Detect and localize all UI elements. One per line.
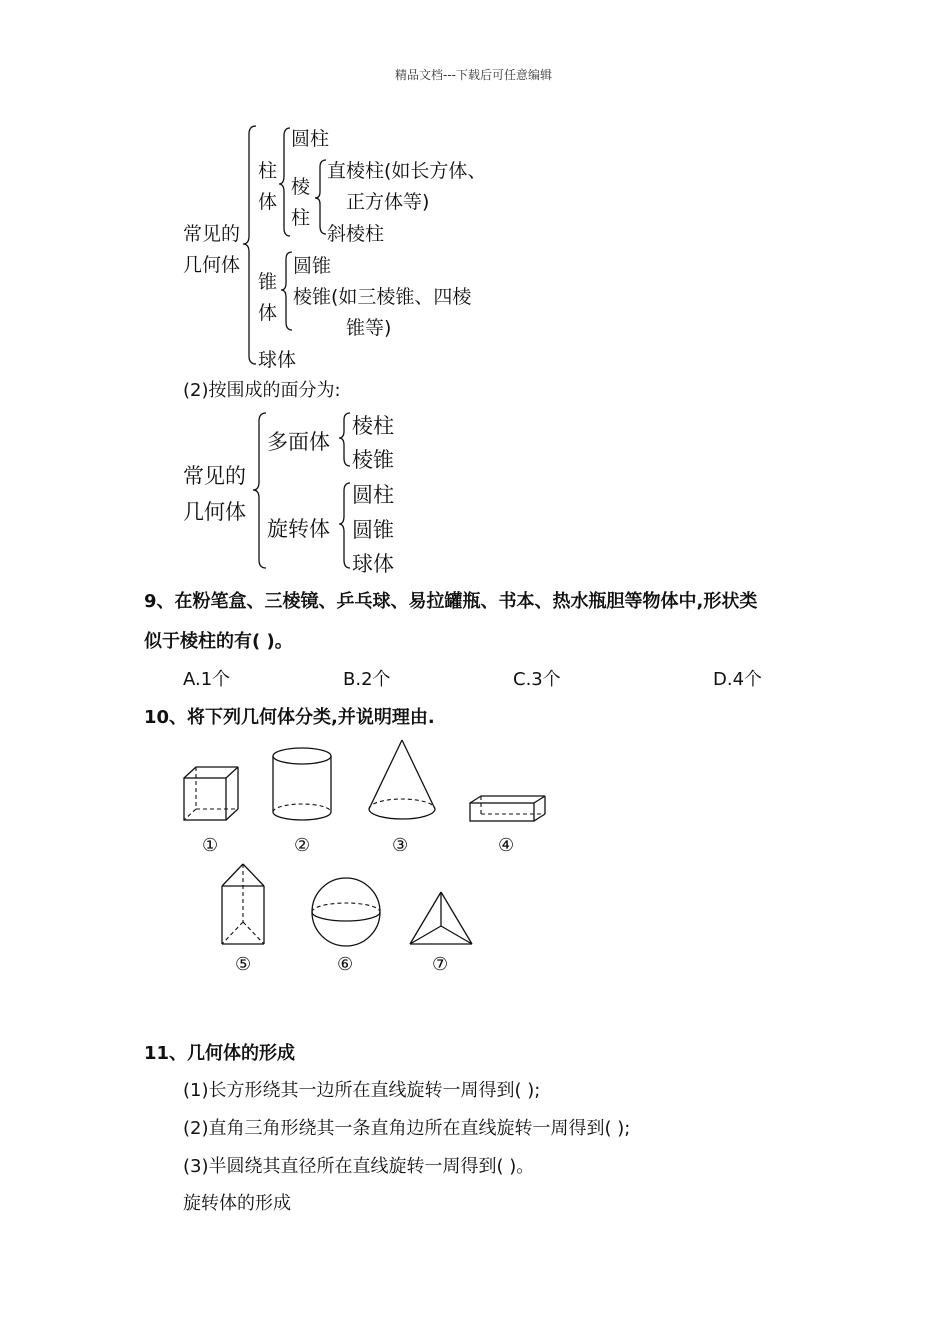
q9-option-d: D.4个 xyxy=(713,669,763,690)
solid-label-3: ③ xyxy=(392,835,409,856)
tree1-oblique-prism: 斜棱柱 xyxy=(327,223,385,245)
tree2-prism: 棱柱 xyxy=(352,414,394,438)
q11-title: 11、几何体的形成 xyxy=(144,1043,296,1064)
tree2-sphere: 球体 xyxy=(352,552,394,576)
solid-triangular-prism xyxy=(222,864,264,944)
tree2-pyramid: 棱锥 xyxy=(352,448,394,472)
tree1-prism-body-1: 柱 xyxy=(258,160,278,182)
tree1-root-line2: 几何体 xyxy=(183,254,241,276)
tree1-cone: 圆锥 xyxy=(293,255,332,277)
tree1-root-line1: 常见的 xyxy=(183,223,241,245)
solid-sphere xyxy=(312,878,380,946)
tree2-cone: 圆锥 xyxy=(352,518,394,542)
q9-line1: 9、在粉笔盒、三棱镜、乒乓球、易拉罐瓶、书本、热水瓶胆等物体中,形状类 xyxy=(144,591,758,612)
solid-cylinder xyxy=(273,748,331,820)
solid-label-5: ⑤ xyxy=(235,954,252,975)
solid-label-2: ② xyxy=(294,835,311,856)
subtitle-by-faces: (2)按围成的面分为: xyxy=(183,380,341,401)
solid-cube xyxy=(184,767,238,820)
tree1-prism-2: 柱 xyxy=(291,207,311,229)
tree1-prism-1: 棱 xyxy=(291,176,311,198)
tree2-polyhedron: 多面体 xyxy=(267,430,330,454)
tree1-cone-body-2: 体 xyxy=(258,302,278,324)
tree1-sphere: 球体 xyxy=(258,349,297,371)
solid-label-7: ⑦ xyxy=(432,954,449,975)
tree2-cylinder: 圆柱 xyxy=(352,483,394,507)
tree2-root-line1: 常见的 xyxy=(183,464,246,488)
q9-option-c: C.3个 xyxy=(513,669,561,690)
q11-item-1: (1)长方形绕其一边所在直线旋转一周得到( ); xyxy=(183,1080,541,1101)
tree2-solid-of-revolution: 旋转体 xyxy=(267,517,330,541)
q9-line2: 似于棱柱的有( )。 xyxy=(144,631,293,652)
solid-tetrahedron xyxy=(410,892,472,944)
q9-option-a: A.1个 xyxy=(183,669,231,690)
tree1-prism-body-2: 体 xyxy=(258,191,278,213)
solid-cuboid xyxy=(470,796,545,821)
tree1-right-prism-2: 正方体等) xyxy=(346,191,430,213)
q11-footer: 旋转体的形成 xyxy=(183,1193,291,1214)
tree1-cone-body-1: 锥 xyxy=(258,271,278,293)
q11-item-3: (3)半圆绕其直径所在直线旋转一周得到( )。 xyxy=(183,1156,535,1177)
q11-item-2: (2)直角三角形绕其一条直角边所在直线旋转一周得到( ); xyxy=(183,1118,631,1139)
q10-text: 10、将下列几何体分类,并说明理由. xyxy=(144,707,435,728)
tree1-pyramid-1: 棱锥(如三棱锥、四棱 xyxy=(293,286,472,308)
solid-label-6: ⑥ xyxy=(337,954,354,975)
page-header: 精品文档---下载后可任意编辑 xyxy=(395,68,552,82)
solid-label-1: ① xyxy=(202,835,219,856)
tree1-pyramid-2: 锥等) xyxy=(346,317,392,339)
tree1-cylinder: 圆柱 xyxy=(291,128,330,150)
solid-cone xyxy=(369,740,435,819)
q9-option-b: B.2个 xyxy=(343,669,391,690)
tree2-root-line2: 几何体 xyxy=(183,500,246,524)
solid-label-4: ④ xyxy=(498,835,515,856)
tree1-right-prism-1: 直棱柱(如长方体、 xyxy=(327,160,487,182)
